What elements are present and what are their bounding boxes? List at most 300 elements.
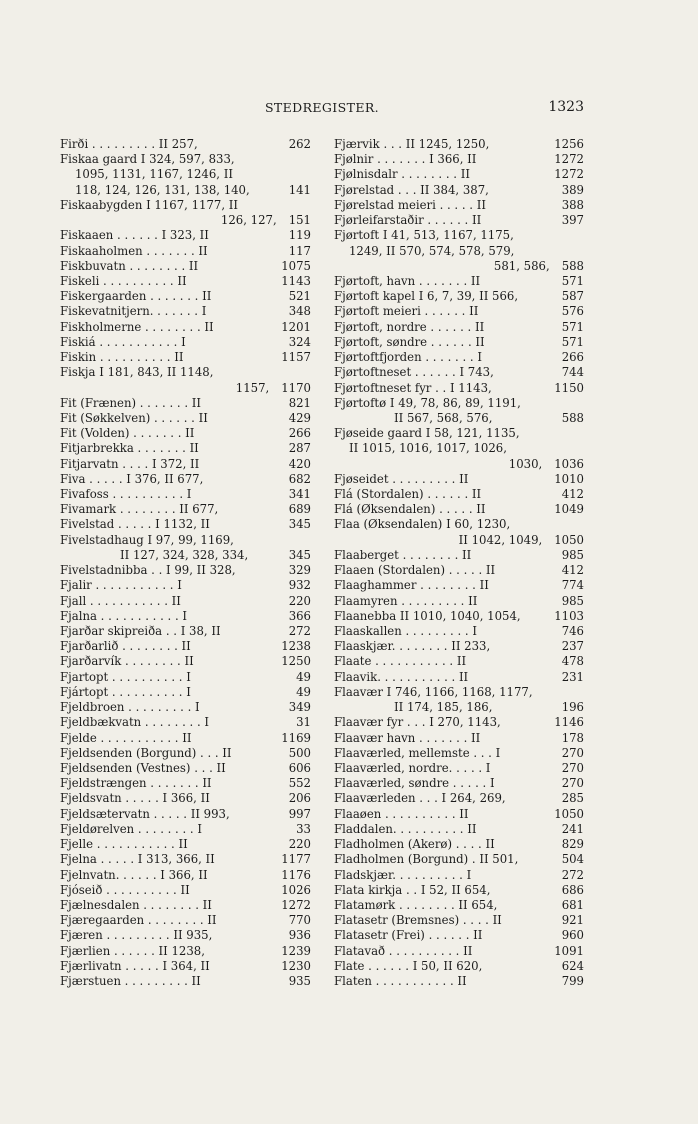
entry-text: Fjeldsætervatn . . . . . II 993, bbox=[60, 806, 230, 821]
entry-page-ref: 388 bbox=[561, 197, 584, 212]
index-entry bbox=[334, 928, 584, 943]
page-number: 1323 bbox=[548, 99, 584, 115]
entry-text: Fjærstuen . . . . . . . . . II bbox=[60, 974, 201, 989]
entry-text: Flaaen (Stordalen) . . . . . II bbox=[334, 563, 496, 578]
entry-page-ref: 960 bbox=[561, 928, 584, 943]
index-entry bbox=[60, 517, 311, 532]
index-entry bbox=[60, 852, 311, 867]
index-entry bbox=[334, 731, 584, 746]
index-entry bbox=[334, 837, 584, 852]
entry-page-ref: 921 bbox=[561, 913, 584, 928]
entry-text: Fit (Frænen) . . . . . . . II bbox=[60, 395, 201, 410]
index-entry bbox=[60, 533, 311, 548]
index-entry bbox=[60, 822, 311, 837]
index-entry bbox=[60, 198, 311, 213]
entry-text: Fiskaaholmen . . . . . . . II bbox=[60, 243, 208, 258]
entry-text: Fjørleifarstaðir . . . . . . II bbox=[334, 213, 482, 228]
entry-text: Fjarðar skipreiða . . I 38, II bbox=[60, 624, 221, 638]
entry-text: 1030, bbox=[508, 456, 543, 471]
entry-page-ref: 1239 bbox=[281, 943, 311, 958]
entry-page-ref: 119 bbox=[288, 228, 311, 243]
index-entry bbox=[60, 959, 311, 974]
entry-page-ref: 571 bbox=[561, 273, 584, 288]
entry-page-ref: 1169 bbox=[281, 730, 311, 745]
entry-page-ref: 571 bbox=[561, 334, 584, 349]
entry-page-ref: 349 bbox=[288, 700, 311, 715]
entry-text: Flaaskallen . . . . . . . . . I bbox=[334, 624, 477, 638]
entry-page-ref: 31 bbox=[296, 715, 311, 730]
entry-page-ref: 270 bbox=[561, 760, 584, 775]
index-column-left bbox=[60, 137, 311, 989]
entry-text: Flaavær fyr . . . I 270, 1143, bbox=[334, 715, 501, 730]
entry-page-ref: 220 bbox=[288, 837, 311, 852]
entry-text: Fjelna . . . . . I 313, 366, II bbox=[60, 852, 215, 867]
index-entry bbox=[334, 868, 584, 883]
entry-text: Fjeldbækvatn . . . . . . . . I bbox=[60, 715, 209, 730]
entry-text: 1157, bbox=[235, 380, 270, 395]
index-entry bbox=[334, 472, 584, 487]
entry-text: Fjørtoft kapel I 6, 7, 39, II 566, bbox=[334, 289, 519, 304]
entry-text: Fiskaaen . . . . . . I 323, II bbox=[60, 228, 209, 243]
entry-page-ref: 1049 bbox=[554, 502, 584, 517]
index-entry bbox=[334, 913, 584, 928]
index-entry bbox=[334, 578, 584, 593]
entry-page-ref: 285 bbox=[561, 791, 584, 806]
entry-text: Flatasetr (Bremsnes) . . . . II bbox=[334, 913, 502, 928]
entry-page-ref: 504 bbox=[561, 852, 584, 867]
entry-text: Fjørtoft meieri . . . . . . II bbox=[334, 304, 479, 319]
entry-text: Fivafoss . . . . . . . . . . I bbox=[60, 487, 192, 502]
entry-page-ref: 1176 bbox=[281, 867, 311, 882]
entry-page-ref: 1103 bbox=[554, 608, 584, 623]
index-entry bbox=[60, 944, 311, 959]
entry-text: Fjeldørelven . . . . . . . . I bbox=[60, 821, 202, 836]
entry-page-ref: 341 bbox=[288, 487, 311, 502]
index-entry bbox=[60, 654, 311, 669]
entry-page-ref: 985 bbox=[561, 593, 584, 608]
entry-text: Fjørelstad meieri . . . . . II bbox=[334, 197, 486, 212]
index-entry bbox=[334, 624, 584, 639]
index-entry bbox=[60, 685, 311, 700]
entry-text: Flaaværled, søndre . . . . . I bbox=[334, 776, 495, 791]
index-entry bbox=[60, 213, 311, 228]
index-entry bbox=[334, 228, 584, 243]
index-entry bbox=[334, 715, 584, 730]
index-entry bbox=[334, 639, 584, 654]
index-entry bbox=[60, 578, 311, 593]
index-entry bbox=[334, 533, 584, 548]
entry-page-ref: 1036 bbox=[554, 456, 584, 471]
entry-text: Fjørtoft, nordre . . . . . . II bbox=[334, 319, 485, 334]
entry-text: Fjelle . . . . . . . . . . . II bbox=[60, 837, 188, 852]
entry-text: 118, 124, 126, 131, 138, 140, bbox=[75, 182, 250, 197]
entry-page-ref: 1272 bbox=[554, 167, 584, 182]
entry-text: Fjalir . . . . . . . . . . . I bbox=[60, 578, 182, 593]
entry-text: Fit (Søkkelven) . . . . . . II bbox=[60, 410, 208, 425]
index-entry bbox=[334, 365, 584, 380]
entry-text: 581, 586, bbox=[493, 258, 550, 273]
index-entry bbox=[334, 959, 584, 974]
entry-page-ref: 829 bbox=[561, 837, 584, 852]
entry-page-ref: 1230 bbox=[281, 958, 311, 973]
entry-text: Fjeldbroen . . . . . . . . . I bbox=[60, 700, 200, 715]
index-entry bbox=[60, 487, 311, 502]
entry-page-ref: 689 bbox=[288, 502, 311, 517]
entry-text: 126, 127, bbox=[220, 213, 277, 228]
index-entry bbox=[60, 624, 311, 639]
entry-text: Fiskiá . . . . . . . . . . . I bbox=[60, 334, 186, 349]
entry-text: Flaten . . . . . . . . . . . II bbox=[334, 974, 467, 989]
entry-page-ref: 429 bbox=[288, 410, 311, 425]
index-entry bbox=[60, 426, 311, 441]
entry-page-ref: 571 bbox=[561, 319, 584, 334]
index-entry bbox=[334, 350, 584, 365]
entry-text: Flatavað . . . . . . . . . . II bbox=[334, 943, 473, 958]
entry-page-ref: 237 bbox=[561, 639, 584, 654]
entry-page-ref: 231 bbox=[561, 669, 584, 684]
entry-page-ref: 266 bbox=[561, 350, 584, 365]
entry-page-ref: 1010 bbox=[554, 471, 584, 486]
entry-text: II 127, 324, 328, 334, bbox=[120, 547, 249, 562]
entry-page-ref: 686 bbox=[561, 882, 584, 897]
entry-page-ref: 412 bbox=[561, 487, 584, 502]
index-entry bbox=[334, 852, 584, 867]
index-entry bbox=[334, 502, 584, 517]
index-entry bbox=[60, 731, 311, 746]
index-column-right bbox=[334, 137, 584, 989]
page-title: STEDREGISTER. bbox=[264, 100, 380, 115]
index-entry bbox=[334, 791, 584, 806]
entry-text: Flaaværled, mellemste . . . I bbox=[334, 745, 501, 760]
entry-text: Fiskholmerne . . . . . . . . II bbox=[60, 319, 214, 334]
entry-page-ref: 588 bbox=[561, 258, 584, 273]
entry-text: Flaavær havn . . . . . . . II bbox=[334, 730, 481, 745]
index-entry bbox=[334, 304, 584, 319]
index-entry bbox=[60, 715, 311, 730]
entry-text: Fjærlien . . . . . . II 1238, bbox=[60, 943, 205, 958]
index-entry bbox=[334, 898, 584, 913]
entry-text: Fjartopt . . . . . . . . . . I bbox=[60, 669, 191, 684]
entry-page-ref: 1201 bbox=[281, 319, 311, 334]
index-entry bbox=[334, 441, 584, 456]
entry-page-ref: 1075 bbox=[281, 258, 311, 273]
entry-text: Flate . . . . . . I 50, II 620, bbox=[334, 958, 483, 973]
index-entry bbox=[334, 152, 584, 167]
entry-text: Fjørtoftø I 49, 78, 86, 89, 1191, bbox=[334, 395, 521, 410]
entry-page-ref: 587 bbox=[561, 289, 584, 304]
entry-text: Fjørtoft, havn . . . . . . . II bbox=[334, 273, 481, 288]
entry-page-ref: 576 bbox=[561, 304, 584, 319]
entry-text: Fjøseidet . . . . . . . . . II bbox=[334, 471, 469, 486]
entry-text: Fjeldstrængen . . . . . . . II bbox=[60, 776, 212, 791]
entry-text: Fjærlivatn . . . . . I 364, II bbox=[60, 958, 210, 973]
index-entry bbox=[60, 365, 311, 380]
index-entry bbox=[334, 700, 584, 715]
entry-page-ref: 287 bbox=[288, 441, 311, 456]
entry-page-ref: 420 bbox=[288, 456, 311, 471]
index-entry bbox=[60, 244, 311, 259]
entry-page-ref: 178 bbox=[561, 730, 584, 745]
entry-page-ref: 117 bbox=[288, 243, 311, 258]
entry-text: Fjeldsvatn . . . . . I 366, II bbox=[60, 791, 210, 806]
entry-text: Flaavik. . . . . . . . . . . II bbox=[334, 669, 469, 684]
index-entry bbox=[334, 320, 584, 335]
index-entry bbox=[60, 776, 311, 791]
entry-page-ref: 588 bbox=[561, 410, 584, 425]
entry-text: Flaaværleden . . . I 264, 269, bbox=[334, 791, 506, 806]
entry-page-ref: 997 bbox=[288, 806, 311, 821]
index-entry bbox=[60, 457, 311, 472]
entry-page-ref: 345 bbox=[288, 517, 311, 532]
index-entry bbox=[334, 822, 584, 837]
index-entry bbox=[334, 289, 584, 304]
index-entry bbox=[60, 411, 311, 426]
index-entry bbox=[60, 563, 311, 578]
entry-page-ref: 770 bbox=[288, 913, 311, 928]
entry-text: Fiskeli . . . . . . . . . . II bbox=[60, 273, 187, 288]
entry-text: Flaa (Øksendalen) I 60, 1230, bbox=[334, 517, 511, 532]
entry-text: Fjølnir . . . . . . . I 366, II bbox=[334, 152, 477, 167]
entry-page-ref: 272 bbox=[561, 867, 584, 882]
index-entry bbox=[60, 502, 311, 517]
entry-page-ref: 1026 bbox=[281, 882, 311, 897]
index-entry bbox=[334, 776, 584, 791]
index-entry bbox=[334, 807, 584, 822]
entry-page-ref: 1170 bbox=[281, 380, 311, 395]
index-entry bbox=[60, 548, 311, 563]
entry-page-ref: 348 bbox=[288, 304, 311, 319]
index-entry bbox=[334, 274, 584, 289]
entry-page-ref: 1250 bbox=[281, 654, 311, 669]
entry-page-ref: 270 bbox=[561, 745, 584, 760]
entry-page-ref: 624 bbox=[561, 958, 584, 973]
entry-page-ref: 744 bbox=[561, 365, 584, 380]
entry-text: Fjalna . . . . . . . . . . . I bbox=[60, 608, 187, 623]
entry-text: Fjártopt . . . . . . . . . . I bbox=[60, 684, 191, 699]
index-entry bbox=[60, 472, 311, 487]
entry-text: Flaate . . . . . . . . . . . II bbox=[334, 654, 467, 669]
index-entry bbox=[60, 974, 311, 989]
index-entry bbox=[334, 335, 584, 350]
entry-text: Fjørtoftneset . . . . . . I 743, bbox=[334, 365, 494, 380]
index-entry bbox=[334, 381, 584, 396]
entry-text: Fjelnvatn. . . . . . I 366, II bbox=[60, 867, 208, 882]
entry-page-ref: 266 bbox=[288, 426, 311, 441]
entry-page-ref: 500 bbox=[288, 745, 311, 760]
entry-text: Flaamyren . . . . . . . . . II bbox=[334, 593, 478, 608]
entry-page-ref: 345 bbox=[288, 547, 311, 562]
entry-text: Fladskjær. . . . . . . . . . I bbox=[334, 867, 472, 882]
index-entry bbox=[60, 396, 311, 411]
entry-page-ref: 397 bbox=[561, 213, 584, 228]
entry-page-ref: 329 bbox=[288, 563, 311, 578]
entry-text: Flaavær I 746, 1166, 1168, 1177, bbox=[334, 684, 533, 699]
entry-text: Flata kirkja . . I 52, II 654, bbox=[334, 882, 491, 897]
entry-text: Fiskja I 181, 843, II 1148, bbox=[60, 365, 214, 380]
index-entry bbox=[60, 335, 311, 350]
index-entry bbox=[334, 944, 584, 959]
entry-page-ref: 799 bbox=[561, 974, 584, 989]
entry-text: Fiskaabygden I 1167, 1177, II bbox=[60, 197, 238, 212]
entry-text: Fjall . . . . . . . . . . . II bbox=[60, 593, 181, 608]
entry-text: Fivamark . . . . . . . . II 677, bbox=[60, 502, 219, 517]
entry-page-ref: 1238 bbox=[281, 639, 311, 654]
entry-text: Fiva . . . . . I 376, II 677, bbox=[60, 471, 204, 486]
entry-text: Fjørtoftneset fyr . . I 1143, bbox=[334, 380, 492, 395]
page-header bbox=[60, 100, 584, 116]
entry-text: Fiskaa gaard I 324, 597, 833, bbox=[60, 152, 235, 167]
index-entry bbox=[334, 411, 584, 426]
entry-page-ref: 1143 bbox=[281, 273, 311, 288]
entry-text: Fitjarvatn . . . . I 372, II bbox=[60, 456, 200, 471]
entry-text: Fladholmen (Borgund) . II 501, bbox=[334, 852, 519, 867]
entry-page-ref: 746 bbox=[561, 624, 584, 638]
index-entry bbox=[334, 609, 584, 624]
index-entry bbox=[60, 289, 311, 304]
index-entry bbox=[60, 137, 311, 152]
entry-text: 1095, 1131, 1167, 1246, II bbox=[75, 167, 233, 182]
entry-page-ref: 1177 bbox=[281, 852, 311, 867]
entry-text: Fjóseið . . . . . . . . . . II bbox=[60, 882, 190, 897]
entry-text: Fivelstadnibba . . I 99, II 328, bbox=[60, 563, 236, 578]
entry-page-ref: 1157 bbox=[281, 350, 311, 365]
entry-text: Flatasetr (Frei) . . . . . . II bbox=[334, 928, 483, 943]
entry-text: II 1015, 1016, 1017, 1026, bbox=[349, 441, 507, 456]
index-entry bbox=[334, 426, 584, 441]
index-entry bbox=[334, 548, 584, 563]
entry-text: Flaaberget . . . . . . . . II bbox=[334, 547, 472, 562]
index-entry bbox=[60, 868, 311, 883]
entry-text: Fjarðarlið . . . . . . . . II bbox=[60, 639, 191, 654]
entry-text: Flaaskjær. . . . . . . . II 233, bbox=[334, 639, 491, 654]
entry-text: Fladholmen (Akerø) . . . . II bbox=[334, 837, 495, 852]
index-entry bbox=[60, 700, 311, 715]
index-entry bbox=[334, 670, 584, 685]
index-entry bbox=[334, 198, 584, 213]
entry-page-ref: 932 bbox=[288, 578, 311, 593]
entry-text: Flatamørk . . . . . . . . II 654, bbox=[334, 897, 498, 912]
index-entry bbox=[334, 183, 584, 198]
entry-text: Fjarðarvík . . . . . . . . II bbox=[60, 654, 194, 669]
index-entry bbox=[60, 228, 311, 243]
index-entry bbox=[60, 639, 311, 654]
index-entry bbox=[334, 137, 584, 152]
entry-text: II 1042, 1049, bbox=[458, 532, 543, 547]
entry-text: Fjørelstad . . . II 384, 387, bbox=[334, 182, 489, 197]
entry-page-ref: 270 bbox=[561, 776, 584, 791]
entry-text: Flaaghammer . . . . . . . . II bbox=[334, 578, 489, 593]
index-entry bbox=[334, 517, 584, 532]
index-entry bbox=[60, 807, 311, 822]
entry-page-ref: 206 bbox=[288, 791, 311, 806]
entry-page-ref: 521 bbox=[288, 289, 311, 304]
entry-text: Fjørtoft I 41, 513, 1167, 1175, bbox=[334, 228, 514, 243]
entry-page-ref: 33 bbox=[296, 821, 311, 836]
index-entry bbox=[334, 259, 584, 274]
entry-page-ref: 389 bbox=[561, 182, 584, 197]
index-entry bbox=[60, 381, 311, 396]
entry-page-ref: 682 bbox=[288, 471, 311, 486]
index-entry bbox=[60, 167, 311, 182]
entry-text: Fjælnesdalen . . . . . . . . II bbox=[60, 897, 212, 912]
index-entry bbox=[334, 654, 584, 669]
entry-page-ref: 936 bbox=[288, 928, 311, 943]
entry-page-ref: 141 bbox=[288, 182, 311, 197]
entry-page-ref: 366 bbox=[288, 608, 311, 623]
index-entry bbox=[60, 746, 311, 761]
entry-page-ref: 478 bbox=[561, 654, 584, 669]
entry-text: Fiskin . . . . . . . . . . II bbox=[60, 350, 184, 365]
index-entry bbox=[60, 304, 311, 319]
index-entry bbox=[334, 685, 584, 700]
entry-page-ref: 220 bbox=[288, 593, 311, 608]
entry-page-ref: 151 bbox=[288, 213, 311, 228]
entry-page-ref: 1050 bbox=[554, 806, 584, 821]
entry-page-ref: 412 bbox=[561, 563, 584, 578]
index-entry bbox=[60, 913, 311, 928]
index-entry bbox=[334, 974, 584, 989]
entry-page-ref: 1272 bbox=[554, 152, 584, 167]
entry-page-ref: 49 bbox=[296, 684, 311, 699]
entry-text: Fladdalen. . . . . . . . . . II bbox=[334, 821, 477, 836]
entry-page-ref: 324 bbox=[288, 334, 311, 349]
entry-page-ref: 821 bbox=[288, 395, 311, 410]
entry-text: Fiskbuvatn . . . . . . . . II bbox=[60, 258, 199, 273]
index-entry bbox=[334, 457, 584, 472]
entry-text: II 174, 185, 186, bbox=[394, 700, 493, 715]
entry-text: Fivelstad . . . . . I 1132, II bbox=[60, 517, 210, 532]
index-entry bbox=[60, 898, 311, 913]
entry-text: Firði . . . . . . . . . II 257, bbox=[60, 137, 198, 151]
entry-page-ref: 1146 bbox=[554, 715, 584, 730]
index-entry bbox=[334, 594, 584, 609]
entry-page-ref: 1272 bbox=[281, 897, 311, 912]
entry-page-ref: 1256 bbox=[554, 137, 584, 151]
index-entry bbox=[334, 213, 584, 228]
entry-page-ref: 774 bbox=[561, 578, 584, 593]
index-entry bbox=[334, 244, 584, 259]
index-entry bbox=[334, 487, 584, 502]
entry-text: Fjørtoft, søndre . . . . . . II bbox=[334, 334, 485, 349]
index-entry bbox=[334, 167, 584, 182]
entry-text: Fjærvik . . . II 1245, 1250, bbox=[334, 137, 490, 151]
entry-page-ref: 196 bbox=[561, 700, 584, 715]
index-entry bbox=[334, 761, 584, 776]
entry-text: Fivelstadhaug I 97, 99, 1169, bbox=[60, 532, 234, 547]
entry-page-ref: 241 bbox=[561, 821, 584, 836]
index-entry bbox=[334, 746, 584, 761]
entry-page-ref: 681 bbox=[561, 897, 584, 912]
entry-text: Flá (Øksendalen) . . . . . II bbox=[334, 502, 486, 517]
index-entry bbox=[60, 274, 311, 289]
entry-page-ref: 985 bbox=[561, 547, 584, 562]
entry-text: Fjøseide gaard I 58, 121, 1135, bbox=[334, 426, 520, 441]
index-entry bbox=[60, 183, 311, 198]
entry-page-ref: 1050 bbox=[554, 532, 584, 547]
entry-text: II 567, 568, 576, bbox=[394, 410, 493, 425]
entry-page-ref: 935 bbox=[288, 974, 311, 989]
entry-text: Fjølnisdalr . . . . . . . . II bbox=[334, 167, 470, 182]
entry-text: 1249, II 570, 574, 578, 579, bbox=[349, 243, 515, 258]
index-entry bbox=[60, 259, 311, 274]
entry-text: Fjæregaarden . . . . . . . . II bbox=[60, 913, 217, 928]
entry-text: Fiskergaarden . . . . . . . II bbox=[60, 289, 212, 304]
entry-text: Fjeldsenden (Borgund) . . . II bbox=[60, 745, 232, 760]
entry-page-ref: 272 bbox=[288, 624, 311, 638]
entry-text: Flaaøen . . . . . . . . . . II bbox=[334, 806, 469, 821]
entry-text: Flá (Stordalen) . . . . . . II bbox=[334, 487, 482, 502]
entry-page-ref: 1091 bbox=[554, 943, 584, 958]
